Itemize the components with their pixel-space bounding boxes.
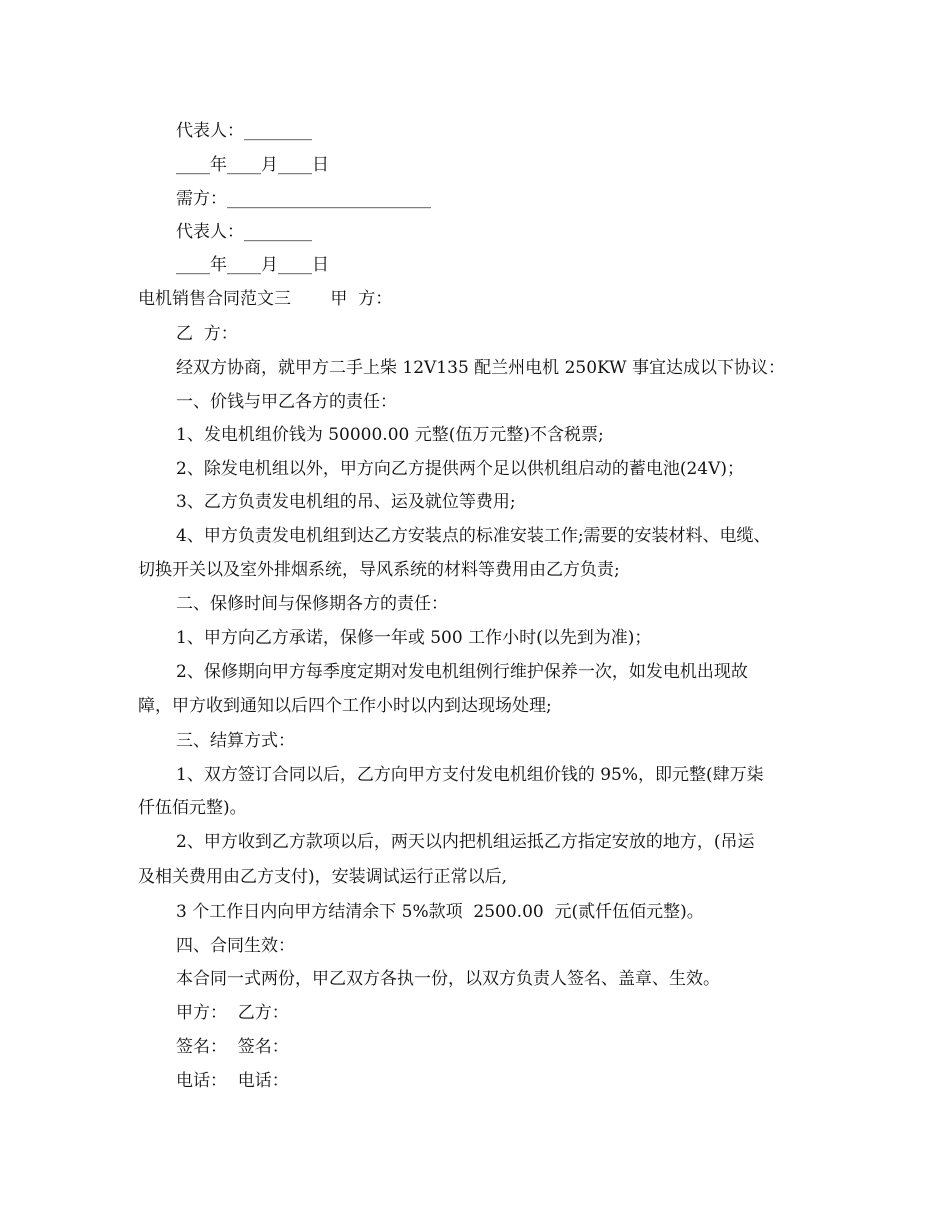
representative-blank: ________ xyxy=(244,222,312,242)
section-1-item: 4、甲方负责发电机组到达乙方安装点的标准安装工作;需要的安装材料、电缆、 xyxy=(176,526,771,546)
section-3-item: 2、甲方收到乙方款项以后，两天以内把机组运抵乙方指定安放的地方，(吊运 xyxy=(176,832,755,852)
representative-blank: ________ xyxy=(244,121,312,141)
signature-party-line: 甲方： 乙方： xyxy=(176,1003,289,1023)
date-line-1: ____年____月____日 xyxy=(176,155,329,175)
section-2-item: 1、甲方向乙方承诺，保修一年或 500 工作小时(以先到为准)； xyxy=(176,628,652,648)
section-3-item-continuation: 及相关费用由乙方支付)，安装调试运行正常以后, xyxy=(138,867,508,887)
representative-line-1 xyxy=(176,120,312,142)
section-3-item-continuation: 仟伍佰元整)。 xyxy=(138,798,247,818)
section-1-item: 3、乙方负责发电机组的吊、运及就位等费用; xyxy=(176,492,516,512)
date-line-2: ____年____月____日 xyxy=(176,255,329,275)
section-2-item: 2、保修期向甲方每季度定期对发电机组例行维护保养一次，如发电机出现故 xyxy=(176,662,748,682)
buyer-label: 需方： xyxy=(176,189,227,209)
representative-label: 代表人： xyxy=(176,222,244,242)
contract-title-line: 电机销售合同范文三 甲 方： xyxy=(138,289,393,309)
party-b-line: 乙 方： xyxy=(176,324,238,344)
representative-line-2 xyxy=(176,221,312,243)
section-3-heading: 三、结算方式： xyxy=(176,731,295,751)
representative-label: 代表人： xyxy=(176,121,244,141)
buyer-blank: ________________________ xyxy=(227,189,431,209)
section-1-heading: 一、价钱与甲乙各方的责任： xyxy=(176,392,397,412)
section-1-item: 1、发电机组价钱为 50000.00 元整(伍万元整)不含税票; xyxy=(176,425,604,445)
intro-paragraph: 经双方协商，就甲方二手上柴 12V135 配兰州电机 250KW 事宜达成以下协议： xyxy=(176,358,785,378)
section-2-item-continuation: 障，甲方收到通知以后四个工作小时以内到达现场处理; xyxy=(138,696,552,716)
signature-phone-line: 电话： 电话： xyxy=(176,1071,289,1091)
section-4-body: 本合同一式两份，甲乙双方各执一份，以双方负责人签名、盖章、生效。 xyxy=(176,969,720,989)
buyer-line xyxy=(176,188,431,210)
section-2-heading: 二、保修时间与保修期各方的责任： xyxy=(176,594,448,614)
section-1-item-continuation: 切换开关以及室外排烟系统，导风系统的材料等费用由乙方负责; xyxy=(138,560,620,580)
signature-name-line: 签名： 签名： xyxy=(176,1037,289,1057)
section-3-item: 3 个工作日内向甲方结清余下 5%款项 2500.00 元(贰仟伍佰元整)。 xyxy=(176,902,704,922)
section-4-heading: 四、合同生效： xyxy=(176,936,295,956)
section-1-item: 2、除发电机组以外，甲方向乙方提供两个足以供机组启动的蓄电池(24V)； xyxy=(176,459,744,479)
section-3-item: 1、双方签订合同以后，乙方向甲方支付发电机组价钱的 95%，即元整(肆万柒 xyxy=(176,765,764,785)
